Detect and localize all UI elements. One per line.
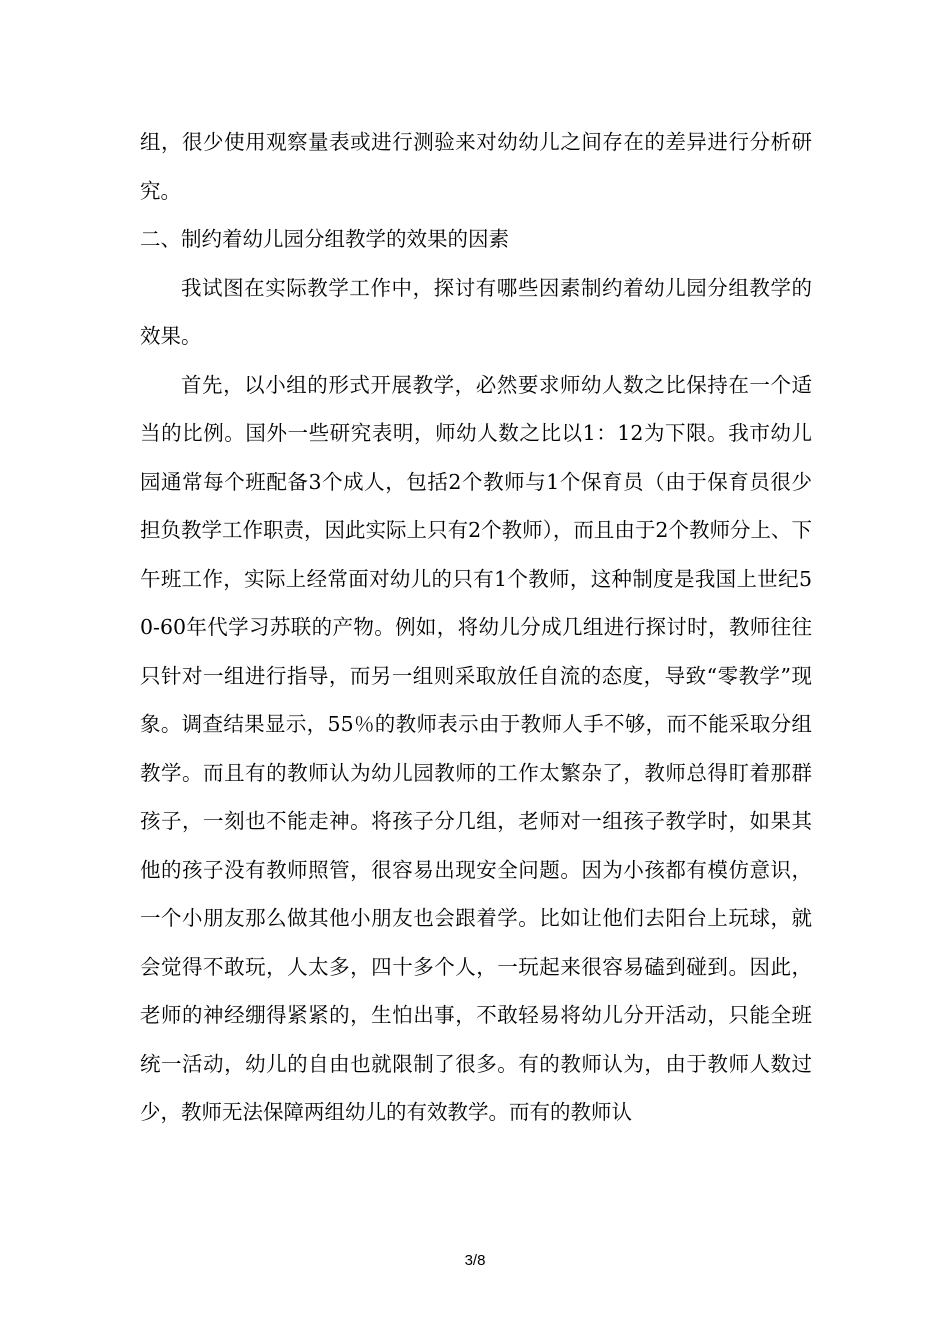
page-number: 3/8 (464, 1252, 486, 1269)
paragraph-first-factor: 首先，以小组的形式开展教学，必然要求师幼人数之比保持在一个适当的比例。国外一些研究表明，师幼人数之比以1：12为下限。我市幼儿园通常每个班配备3个成人，包括2个教师与1个保育员（由于保育员很少担负教学工作职责，因此实际上只有2个教师），而且由于2个教师分上、下午班工作，实际上经常面对幼儿的只有1个教师，这种制度是我国上世纪50-60年代学习苏联的产物。例如，将幼儿分成几组进行探讨时，教师往往只针对一组进行指导，而另一组则采取放任自流的态度，导致“零教学”现象。调查结果显示，55％的教师表示由于教师人手不够，而不能采取分组教学。而且有的教师认为幼儿园教师的工作太繁杂了，教师总得盯着那群孩子，一刻也不能走神。将孩子分几组，老师对一组孩子教学时，如果其他的孩子没有教师照管，很容易出现安全问题。因为小孩都有模仿意识，一个小朋友那么做其他小朋友也会跟着学。比如让他们去阳台上玩球，就会觉得不敢玩，人太多，四十多个人，一玩起来很容易磕到碰到。因此，老师的神经绷得紧紧的，生怕出事，不敢轻易将幼儿分开活动，只能全班统一活动，幼儿的自由也就限制了很多。有的教师认为，由于教师人数过少，教师无法保障两组幼儿的有效教学。而有的教师认 (140, 372, 812, 1124)
document-body (140, 118, 812, 1137)
paragraph-intro: 我试图在实际教学工作中，探讨有哪些因素制约着幼儿园分组教学的效果。 (140, 275, 812, 348)
section-heading: 二、制约着幼儿园分组教学的效果的因素 (140, 227, 509, 251)
paragraph-continued: 组，很少使用观察量表或进行测验来对幼幼儿之间存在的差异进行分析研究。 (140, 130, 812, 203)
